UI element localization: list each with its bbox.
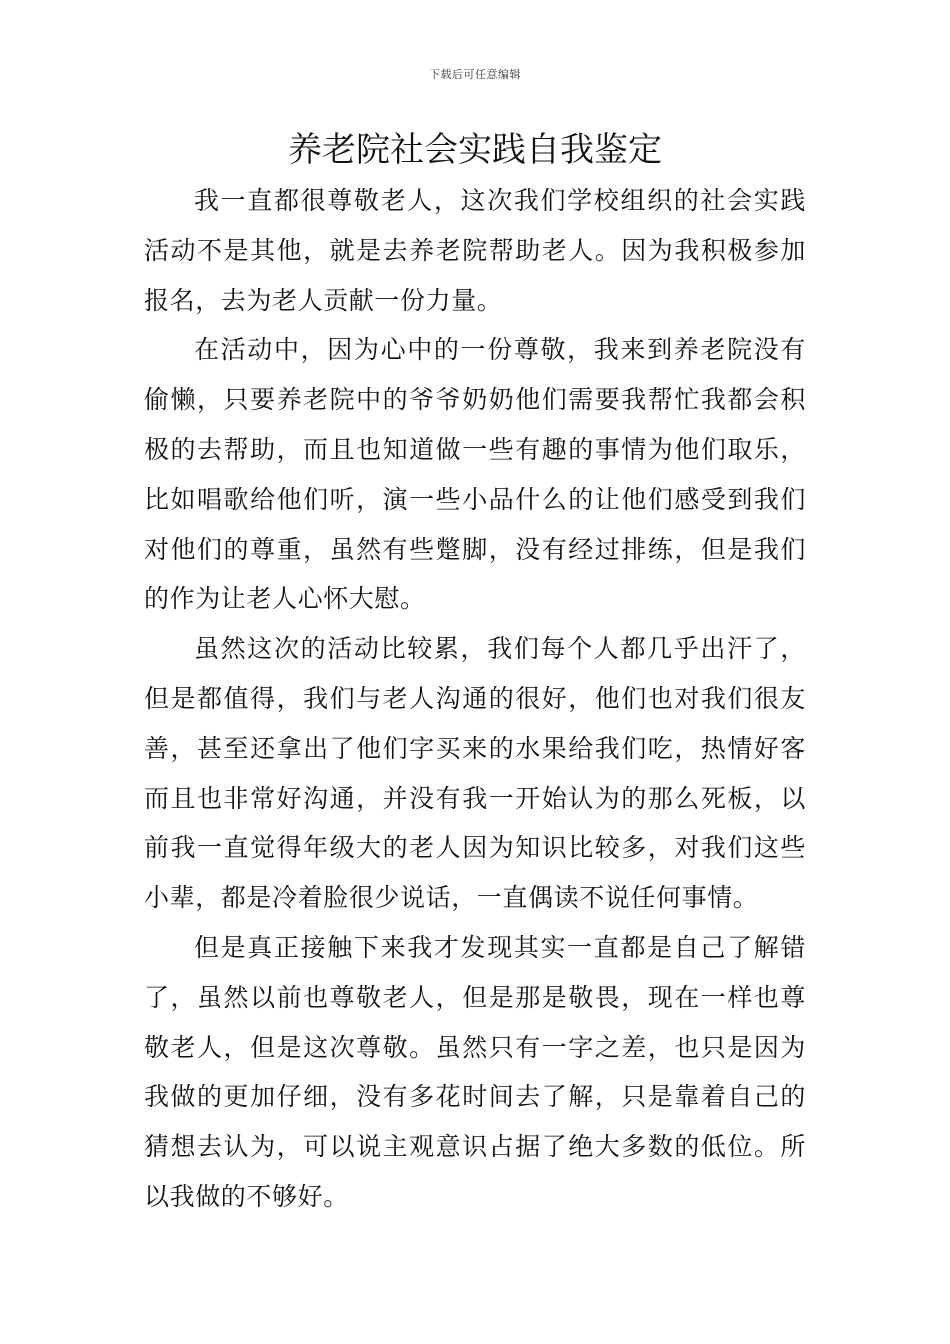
paragraph-1: 我一直都很尊敬老人，这次我们学校组织的社会实践活动不是其他，就是去养老院帮助老人。因为我积极参加报名，去为老人贡献一份力量。 xyxy=(144,186,806,315)
paragraph-4: 但是真正接触下来我才发现其实一直都是自己了解错了，虽然以前也尊敬老人，但是那是敬畏，现在一样也尊敬老人，但是这次尊敬。虽然只有一字之差，也只是因为我做的更加仔细，没有多花时间去了解，只是靠着自己的猜想去认为，可以说主观意识占据了绝大多数的低位。所以我做的不够好。 xyxy=(144,932,806,1211)
document-body xyxy=(144,176,806,1222)
document-title: 养老院社会实践自我鉴定 xyxy=(288,130,662,170)
paragraph-3: 虽然这次的活动比较累，我们每个人都几乎出汗了，但是都值得，我们与老人沟通的很好，他们也对我们很友善，甚至还拿出了他们字买来的水果给我们吃，热情好客而且也非常好沟通，并没有我一开始认为的那么死板，以前我一直觉得年级大的老人因为知识比较多，对我们这些小辈，都是冷着脸很少说话，一直偶读不说任何事情。 xyxy=(144,634,806,913)
paragraph-2: 在活动中，因为心中的一份尊敬，我来到养老院没有偷懒，只要养老院中的爷爷奶奶他们需要我帮忙我都会积极的去帮助，而且也知道做一些有趣的事情为他们取乐，比如唱歌给他们听，演一些小品什么的让他们感受到我们对他们的尊重，虽然有些蹩脚，没有经过排练，但是我们的作为让老人心怀大慰。 xyxy=(144,335,806,614)
header-note: 下载后可任意编辑 xyxy=(429,68,521,81)
